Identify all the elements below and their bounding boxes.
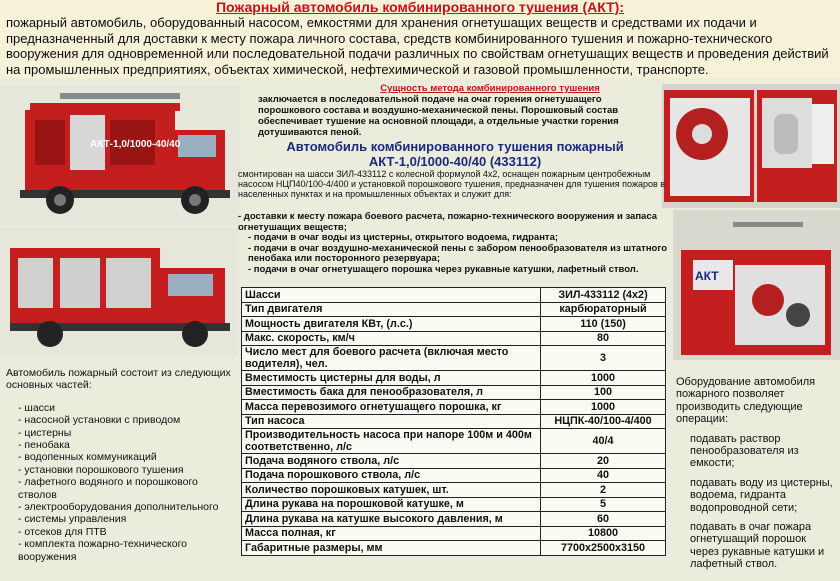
spec-value: 3 (541, 346, 666, 371)
truck-label-door: АКТ (695, 269, 719, 283)
parts-intro: Автомобиль пожарный состоит из следующих основных частей: (6, 367, 231, 392)
parts-item: - электрооборудования дополнительного (18, 501, 219, 514)
vehicle-tasks (238, 212, 668, 287)
spec-row (242, 512, 666, 527)
spec-value: 7700х2500х3150 (541, 541, 666, 556)
spec-name: Длина рукава на порошковой катушке, м (242, 497, 541, 512)
spec-name: Макс. скорость, км/ч (242, 331, 541, 346)
intro-text: пожарный автомобиль, оборудованный насосом, емкостями для хранения огнетушащих веществ и средствами их подачи и предназначенный для доставки к месту пожара личного состава, средств комбинированного тушения и пожарно-технического вооружения для одновременной или последовательной подачи различных по свойствам огнетушащих веществ и проведения действий на промышленных предприятиях, объектах химической, нефтехимической и газовой промышленности, транспорте. (6, 15, 829, 77)
operation-item: подавать в очаг пожара огнетушащий порошок через рукавные катушки и лафетный ствол. (690, 521, 825, 571)
parts-item: - системы управления (18, 513, 127, 526)
spec-row (242, 429, 666, 454)
task-item: - доставки к месту пожара боевого расчета, пожарно-технического вооружения и запаса огнетушащих веществ; (238, 211, 658, 233)
spec-name: Тип двигателя (242, 302, 541, 317)
truck-photo-main (0, 85, 240, 225)
operation-item: подавать раствор пенообразователя из емкости; (690, 432, 799, 470)
header-panel (0, 0, 840, 78)
truck-label-main: АКТ-1,0/1000-40/40 (90, 139, 181, 150)
spec-value: 40 (541, 468, 666, 483)
spec-table (241, 287, 666, 556)
vehicle-title-line-1: Автомобиль комбинированного тушения пожарный (286, 139, 624, 154)
vehicle-title-line-2: АКТ-1,0/1000-40/40 (433112) (368, 153, 542, 169)
parts-item: - водопенных коммуникаций (18, 451, 157, 464)
task-item: - подачи в очаг воды из цистерны, открытого водоема, гидранта; (248, 232, 559, 244)
parts-item: - установки порошкового тушения (18, 463, 184, 476)
essence-text: заключается в последовательной подаче на очаг горения огнетушащего порошкового состава и воздушно-механической пены. Порошковый состав обеспечивает тушение на основной площади, а отдельные участки горения дотушиваются пеной. (258, 94, 619, 138)
operation-item: подавать воду из цистерны, водоема, гидранта водопроводной сети; (690, 476, 833, 514)
spec-row (242, 414, 666, 429)
spec-value: 2 (541, 483, 666, 498)
spec-row (242, 400, 666, 415)
parts-item: - шасси (18, 401, 56, 414)
parts-item: - лафетного водяного и порошкового стволов (18, 476, 198, 501)
spec-name: Длина рукава на катушке высокого давления, м (242, 512, 541, 527)
spec-value: 1000 (541, 371, 666, 386)
spec-value: НЦПК-40/100-4/400 (541, 414, 666, 429)
spec-value: 5 (541, 497, 666, 512)
spec-row (242, 288, 666, 303)
spec-value: 60 (541, 512, 666, 527)
spec-name: Тип насоса (242, 414, 541, 429)
spec-value: 110 (150) (541, 317, 666, 332)
spec-value: ЗИЛ-433112 (4х2) (541, 288, 666, 303)
spec-row (242, 302, 666, 317)
spec-name: Число мест для боевого расчета (включая место водителя), чел. (242, 346, 541, 371)
parts-item: - цистерны (18, 426, 72, 439)
spec-name: Вместимость цистерны для воды, л (242, 371, 541, 386)
spec-row (242, 497, 666, 512)
spec-row (242, 371, 666, 386)
spec-value: карбюраторный (541, 302, 666, 317)
spec-value: 1000 (541, 400, 666, 415)
spec-name: Масса перевозимого огнетушащего порошка, кг (242, 400, 541, 415)
page-title: Пожарный автомобиль комбинированного тушения (АКТ): (215, 0, 625, 15)
spec-row (242, 317, 666, 332)
spec-name: Подача водяного ствола, л/с (242, 454, 541, 469)
truck-rear-photo (673, 210, 840, 360)
task-item: - подачи в очаг огнетушащего порошка через рукавные катушки, лафетный ствол. (248, 263, 639, 275)
task-item: - подачи в очаг воздушно-механической пены с забором пенообразователя из штатного пенобака или посторонного резервуара; (248, 242, 667, 265)
truck-photo-open (0, 228, 238, 356)
spec-value: 10800 (541, 526, 666, 541)
spec-name: Вместимость бака для пенообразователя, л (242, 385, 541, 400)
spec-name: Габаритные размеры, мм (242, 541, 541, 556)
spec-name: Мощность двигателя КВт, (л.с.) (242, 317, 541, 332)
parts-item: - отсеков для ПТВ (18, 525, 107, 538)
vehicle-description: смонтирован на шасси ЗИЛ-433112 с колесной формулой 4х2, оснащен пожарным центробежным насосом НЦП40/100-4/400 и установкой порошкового тушения, предназначен для тушения пожаров в населенных пунктах и на промышленных объектах и служит для: (238, 169, 666, 199)
parts-item: - насосной установки с приводом (18, 414, 181, 427)
spec-value: 40/4 (541, 429, 666, 454)
parts-item: - пенобака (18, 439, 70, 452)
spec-name: Подача порошкового ствола, л/с (242, 468, 541, 483)
spec-row (242, 454, 666, 469)
parts-item: - комплекта пожарно-технического вооружения (18, 538, 188, 563)
spec-name: Количество порошковых катушек, шт. (242, 483, 541, 498)
spec-row (242, 526, 666, 541)
spec-row (242, 468, 666, 483)
spec-row (242, 483, 666, 498)
spec-value: 20 (541, 454, 666, 469)
operations-intro: Оборудование автомобиля пожарного позволяет производить следующие операции: (676, 376, 816, 426)
spec-name: Производительность насоса при напоре 100м и 400м соответственно, л/с (242, 429, 541, 454)
parts-list (6, 367, 234, 563)
spec-value: 80 (541, 331, 666, 346)
spec-value: 100 (541, 385, 666, 400)
spec-row (242, 346, 666, 371)
spec-name: Масса полная, кг (242, 526, 541, 541)
vehicle-title (240, 140, 670, 169)
compartment-photo (662, 84, 840, 208)
spec-row (242, 331, 666, 346)
spec-name: Шасси (242, 288, 541, 303)
spec-row (242, 541, 666, 556)
spec-row (242, 385, 666, 400)
operations-list (676, 376, 836, 578)
essence-title: Сущность метода комбинированного тушения (380, 83, 600, 94)
